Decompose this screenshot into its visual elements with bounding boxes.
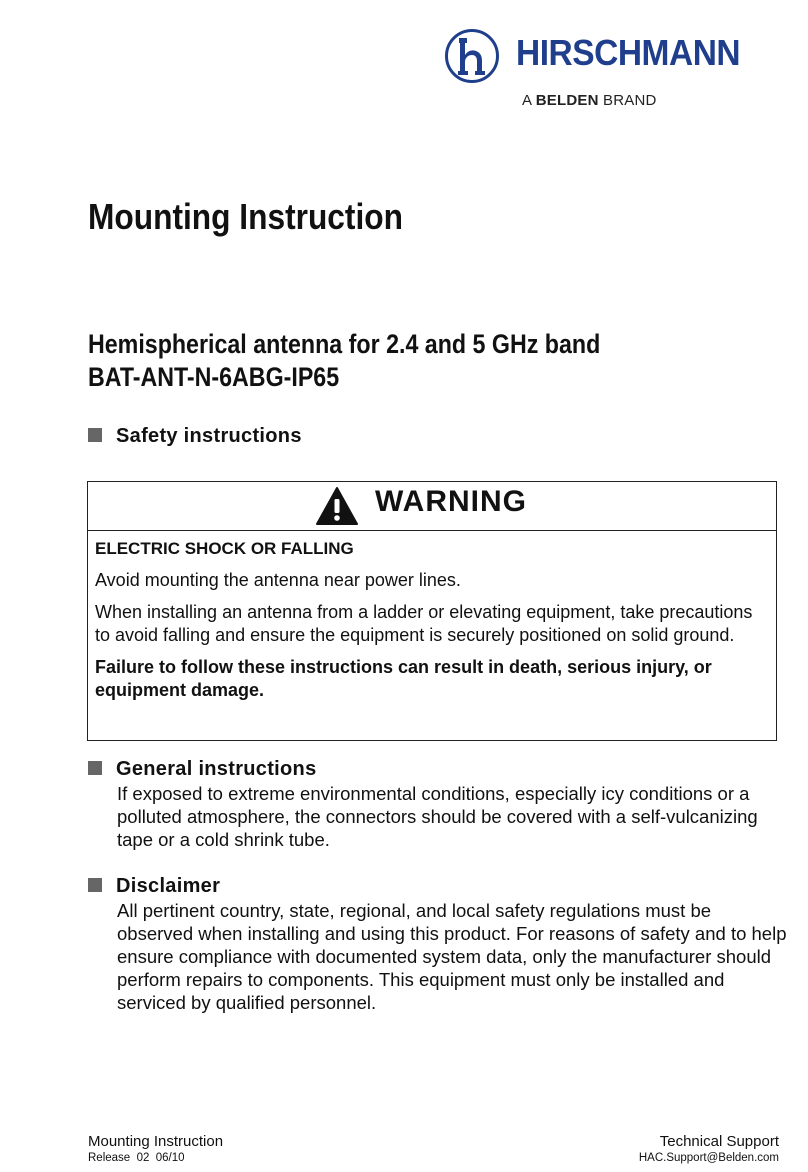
brand-tagline — [522, 92, 657, 109]
tagline-suffix: BRAND — [603, 92, 657, 109]
product-subtitle — [88, 328, 600, 394]
footer-doc-title: Mounting Instruction — [88, 1133, 224, 1150]
warning-box — [87, 481, 777, 741]
tagline-prefix: A — [522, 92, 532, 109]
warning-title: WARNING — [375, 485, 527, 518]
section-heading-general — [88, 758, 317, 781]
hirschmann-logo-icon — [444, 28, 500, 84]
tagline-brand: BELDEN — [535, 92, 599, 109]
footer-release: Release 02 06/10 — [88, 1152, 185, 1164]
general-instructions-text: If exposed to extreme environmental conditions, especially icy conditions or a polluted atmosphere, the connectors should be covered with a self-vulcanizing tape or a cold shrink tube. — [117, 783, 758, 850]
disclaimer-text: All pertinent country, state, regional, and local safety regulations must be observed when installing and using this product. For reasons of safety and to help ensure compliance with documented system data, only the manufacturer should perform repairs to components. This equipment must only be installed and serviced by qualified personnel. — [117, 900, 787, 1013]
warning-line-1: Avoid mounting the antenna near power lines. — [95, 570, 461, 590]
warning-triangle-icon — [315, 486, 359, 526]
warning-line-2: When installing an antenna from a ladder or elevating equipment, take precautions to avoid falling and ensure the equipment is securely positioned on solid ground. — [95, 602, 753, 645]
section-heading-text: Safety instructions — [116, 425, 302, 447]
page-title: Mounting Instruction — [88, 196, 403, 237]
warning-body — [88, 531, 776, 702]
footer-support-title: Technical Support — [659, 1133, 779, 1150]
footer-support-email[interactable]: HAC.Support@Belden.com — [638, 1152, 779, 1164]
section-heading-safety — [88, 425, 302, 448]
square-bullet-icon — [88, 428, 102, 442]
brand-name: HIRSCHMANN — [516, 32, 741, 73]
brand-logo — [444, 26, 789, 111]
warning-hazard: ELECTRIC SHOCK OR FALLING — [95, 539, 354, 558]
footer-left — [88, 1133, 223, 1165]
section-heading-disclaimer — [88, 875, 220, 898]
square-bullet-icon — [88, 878, 102, 892]
warning-consequence: Failure to follow these instructions can result in death, serious injury, or equipment damage. — [95, 657, 712, 700]
section-heading-text: General instructions — [116, 758, 317, 780]
section-heading-text: Disclaimer — [116, 875, 221, 897]
warning-header — [88, 482, 776, 531]
subtitle-line-2: BAT-ANT-N-6ABG-IP65 — [88, 362, 340, 392]
footer-right — [639, 1133, 779, 1165]
subtitle-line-1: Hemispherical antenna for 2.4 and 5 GHz band — [88, 329, 601, 359]
square-bullet-icon — [88, 761, 102, 775]
